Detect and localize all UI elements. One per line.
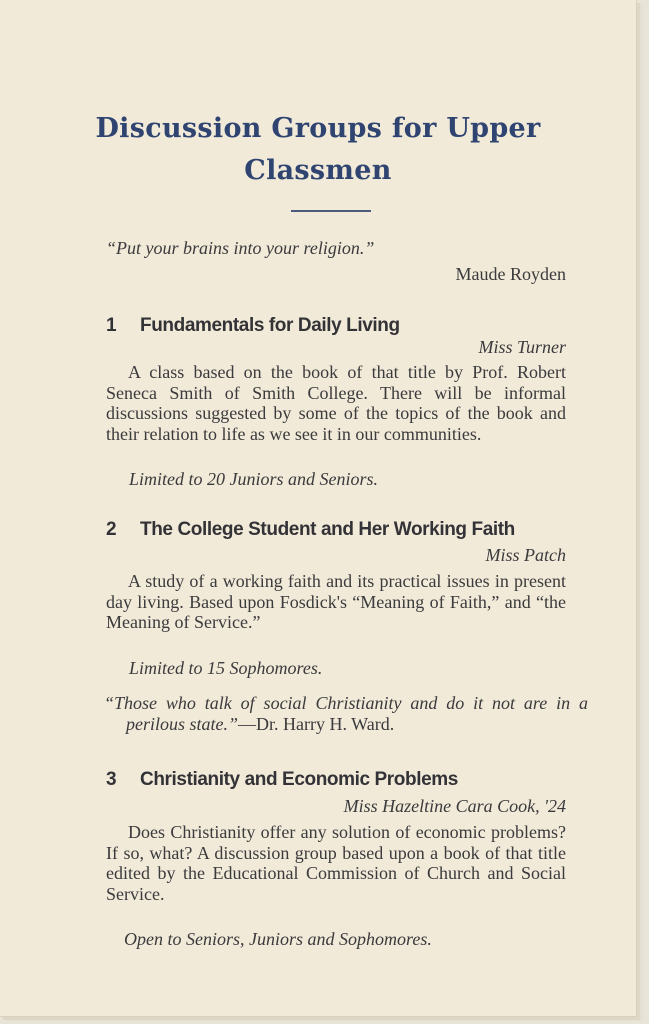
section-2-description: A study of a working faith and its practical issues in present day living. Based upon Fosdick's “Meaning of Faith,” and “the Meaning of Service.”	[106, 571, 566, 632]
section-1-instructor: Miss Turner	[478, 337, 566, 357]
section-1-limit: Limited to 20 Juniors and Seniors.	[129, 469, 379, 489]
section-3-limit: Open to Seniors, Juniors and Sophomores.	[124, 929, 432, 949]
title-divider	[291, 210, 371, 212]
section-number: 3	[106, 769, 117, 790]
section-3-instructor: Miss Hazeltine Cara Cook, '24	[343, 796, 566, 816]
section-2-limit: Limited to 15 Sophomores.	[129, 658, 323, 678]
page-title: Discussion Groups for Upper Classmen	[95, 113, 541, 186]
section-title: Christianity and Economic Problems	[140, 769, 458, 790]
section-title: The College Student and Her Working Faith	[140, 519, 515, 540]
section-1-description: A class based on the book of that title by Prof. Robert Seneca Smith of Smith College. There will be informal discussions suggested by some of the topics of the book and their relation to life as we see it in our communities.	[106, 362, 566, 444]
section-1-heading	[106, 315, 576, 337]
section-3-heading	[106, 769, 576, 791]
section-2-instructor: Miss Patch	[485, 545, 566, 565]
section-3-description: Does Christianity offer any solution of economic problems? If so, what? A discussion group based upon a book of that title edited by the Educational Commission of Church and Social Service.	[106, 822, 566, 904]
section-number: 2	[106, 519, 117, 540]
epigraph-author: Maude Royden	[455, 264, 566, 284]
epigraph-quote: “Put your brains into your religion.”	[106, 238, 375, 258]
section-title: Fundamentals for Daily Living	[140, 315, 400, 336]
interlude-quote-author: —Dr. Harry H. Ward.	[238, 713, 395, 734]
interlude-quote	[104, 693, 588, 734]
interlude-quote-text: “Those who talk of social Christianity and do it not are in a perilous state.”	[104, 693, 588, 734]
section-number: 1	[106, 315, 117, 336]
section-2-heading	[106, 519, 576, 541]
